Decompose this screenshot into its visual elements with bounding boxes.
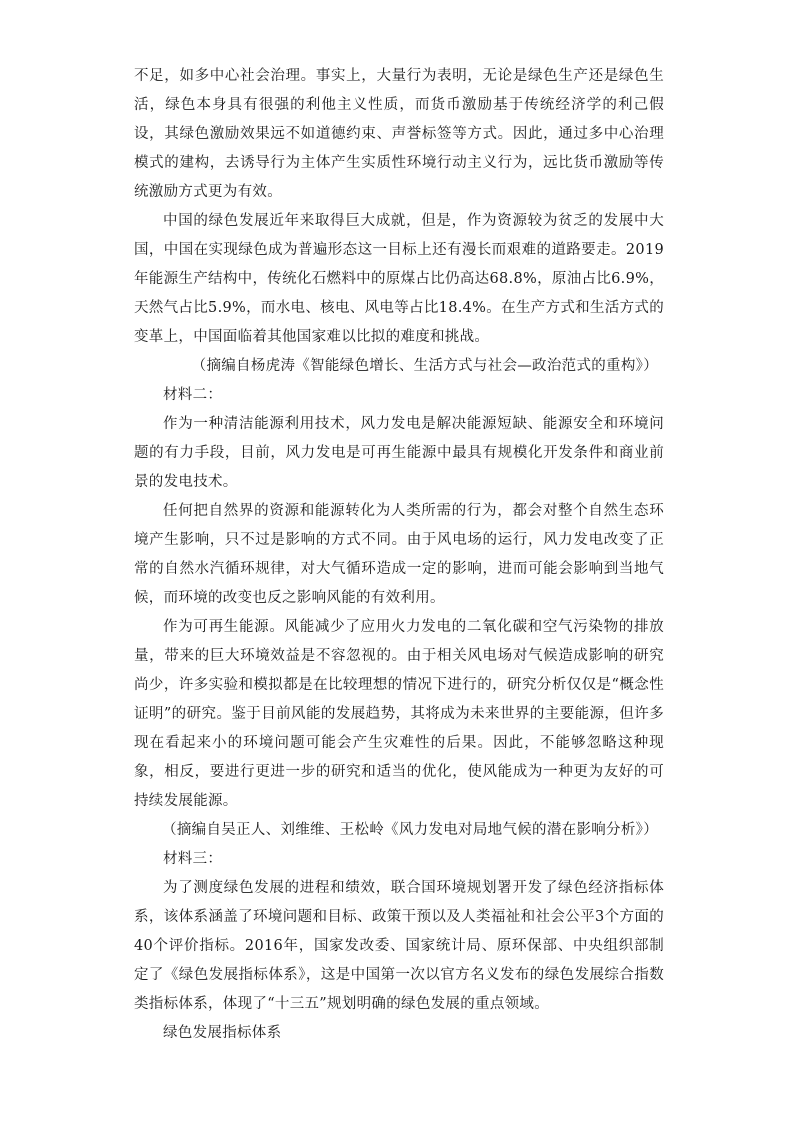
paragraph: 不足，如多中心社会治理。事实上，大量行为表明，无论是绿色生产还是绿色生活，绿色本身具有很强的利他主义性质，而货币激励基于传统经济学的利己假设，其绿色激励效果远不如道德约束、声誉标签等方式。因此，通过多中心治理模式的建构，去诱导行为主体产生实质性环境行动主义行为，远比货币激励等传统激励方式更为有效。 — [134, 68, 664, 200]
paragraph: 中国的绿色发展近年来取得巨大成就，但是，作为资源较为贫乏的发展中大国，中国在实现绿色成为普遍形态这一目标上还有漫长而艰难的道路要走。2019年能源生产结构中，传统化石燃料中的原煤占比仍高达68.8%，原油占比6.9%，天然气占比5.9%，而水电、核电、风电等占比18.4%。在生产方式和生活方式的变革上，中国面临着其他国家难以比拟的难度和挑战。 — [134, 213, 664, 345]
paragraph: 作为一种清洁能源利用技术，风力发电是解决能源短缺、能源安全和环境问题的有力手段，目前，风力发电是可再生能源中最具有规模化开发条件和商业前景的发电技术。 — [134, 416, 664, 490]
paragraph: 任何把自然界的资源和能源转化为人类所需的行为，都会对整个自然生态环境产生影响，只不过是影响的方式不同。由于风电场的运行，风力发电改变了正常的自然水汽循环规律，对大气循环造成一定的影响，进而可能会影响到当地气候，而环境的改变也反之影响风能的有效利用。 — [134, 503, 664, 606]
document-body — [134, 62, 664, 1048]
material-heading: 材料二： — [163, 387, 223, 403]
section-heading: 绿色发展指标体系 — [163, 1025, 282, 1041]
source-citation: （摘编自吴正人、刘维维、王松岭《风力发电对局地气候的潜在影响分析》） — [162, 822, 658, 838]
material-heading: 材料三： — [163, 851, 223, 867]
paragraph: 作为可再生能源。风能减少了应用火力发电的二氧化碳和空气污染物的排放量，带来的巨大环境效益是不容忽视的。由于相关风电场对气候造成影响的研究尚少，许多实验和模拟都是在比较理想的情况下进行的，研究分析仅仅是“概念性证明”的研究。鉴于目前风能的发展趋势，其将成为未来世界的主要能源，但许多现在看起来小的环境问题可能会产生灾难性的后果。因此，不能够忽略这种现象，相反，要进行更进一步的研究和适当的优化，使风能成为一种更为友好的可持续发展能源。 — [134, 619, 664, 809]
paragraph: 为了测度绿色发展的进程和绩效，联合国环境规划署开发了绿色经济指标体系，该体系涵盖了环境问题和目标、政策干预以及人类福祉和社会公平3个方面的40个评价指标。2016年，国家发改委、国家统计局、原环保部、中央组织部制定了《绿色发展指标体系》，这是中国第一次以官方名义发布的绿色发展综合指数类指标体系，体现了“十三五”规划明确的绿色发展的重点领域。 — [134, 880, 664, 1012]
source-citation: （摘编自杨虎涛《智能绿色增长、生活方式与社会—政治范式的重构》） — [191, 358, 658, 374]
